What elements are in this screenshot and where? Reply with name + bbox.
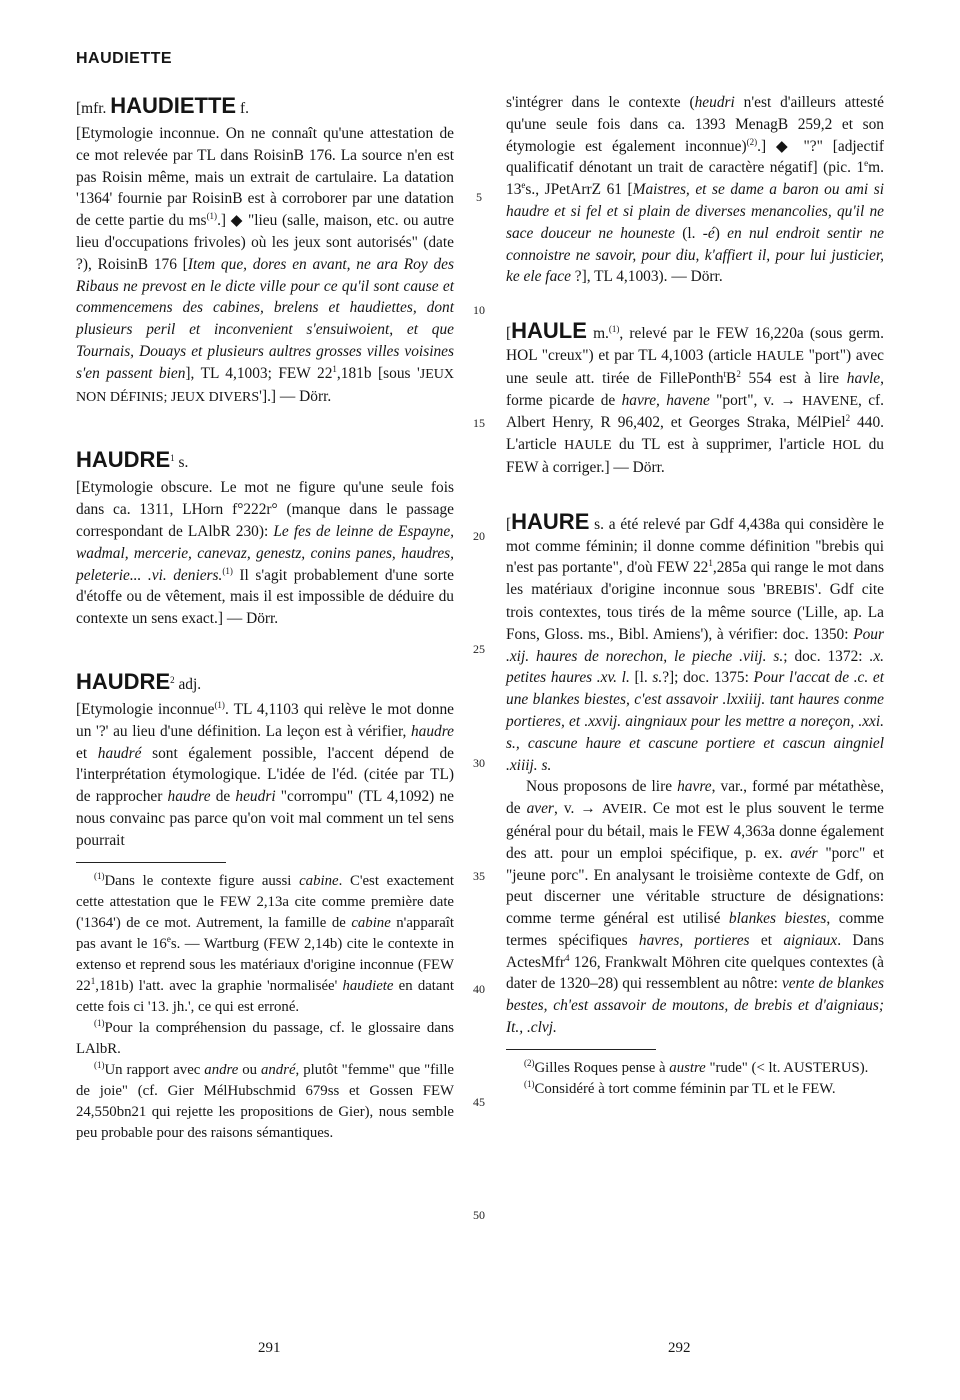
footnote: $^{(1)}$Dans le contexte figure aussi cabine. C'est exactement cette attestation que le FEW 2,13a cite comme première date ('1364') de ce mot. Autrement, la famille de cabine n'apparaît pas avant le 16es. — Wartburg (FEW 2,14b) cite le contexte in extenso et reprend sous les matériaux d'origine inconnue (FEW $22^1,181b$) l'att. avec la graphie 'normalisée' haudiete en datant cette fois ci '13. jh.', ce qui est erroné. — [76, 870, 454, 1015]
entry-haudre-1 — [76, 446, 454, 630]
line-number: 10 — [473, 303, 485, 317]
headword: HAUDIETTE — [110, 93, 237, 118]
line-number: 15 — [473, 416, 485, 430]
entry-haure — [506, 508, 885, 1039]
line-number: 20 — [473, 529, 485, 543]
entry-body: [HAULE m.$^{(1)}$, relevé par le FEW 16,220a (sous germ. HOL "creux") et par TL 4,1003 (article HAULE "port") avec une seule att. tirée de $FillePonth^tB^2$ 554 est à lire havle, forme picarde de havre, havene "port", v. → HAVENE, cf. Albert Henry, R 96,402, et Georges Straka, MélPiel$^2$ 440. L'article HAULE du TL est à supprimer, l'article HOL du FEW à corriger.] — Dörr. — [506, 318, 885, 476]
footnote-rule — [506, 1049, 656, 1050]
entry-haudiette — [76, 92, 454, 408]
footnote-rule — [76, 862, 226, 863]
headword: HAUDRE — [76, 668, 171, 694]
line-number: 50 — [473, 1208, 485, 1222]
line-number: 45 — [473, 1095, 485, 1109]
entry-body: [Etymologie obscure. Le mot ne figure qu'une seule fois dans ca. 1311, LHorn f°222r° (manque dans le passage correspondant de LAlbR 230): Le fes de leinne de Espayne, wadmal, mercerie, canevaz, genestz, conins panes, haudres, peleterie... .vi. deniers.$^{(1)}$ Il s'agit probablement d'une sorte d'étoffe ou de vêtement, mais il est impossible de déduire du contexte un sens exact.] — Dörr. — [76, 479, 454, 628]
entry-continuation: s'intégrer dans le contexte (heudri n'est d'ailleurs attesté qu'une seule fois dans ca. 1393 MenagB 259,2 et son étymologie est également inconnue)$^{(2)}$.] ◆ "?" [adjectif qualificatif dénotant un trait de caractère négatif] (pic. 1em. 13es., JPetArrZ 61 [Maistres, et se dame a baron ou ami si haudre et si fel et si plain de diverses menancolies, qu'il ne sace douceur ne houneste (l. -é) en nul endroit sentir ne connoistre ne savoir, pour diu, k'affiert il, pour lui justicier, ke ele face ?], TL 4,1003). — Dörr. — [506, 94, 885, 286]
entry-body: [HAURE s. a été relevé par Gdf 4,438a qui considère le mot comme féminin; il donne comme définition "brebis qui n'est pas portante", d'où FEW $22^1,285a$ qui range le mot dans les matériaux d'origine inconnue sous 'BREBIS'. Gdf cite trois contextes, tous tirés de la même source ('Lille, ap. La Fons, Gloss. ms., Bibl. Amiens'), à vérifier: doc. 1350: Pour .xij. haures de norechon, le pieche .viij. s.; doc. 1372: .x. petites haures .xv. l. [l. s.?]; doc. 1375: Pour l'accat de .c. et une blankes biestes, c'est assavoir .lxxiiij. tant haures conme portieres, et .xxvij. aingniaux pour les mettre a noreçon, .xxi. s., cascune haure et cascune portiere et cascun aingniel .xiiij. s. — [506, 508, 885, 774]
footnote: $^{(1)}$Pour la compréhension du passage, cf. le glossaire dans LAlbR. — [76, 1017, 454, 1057]
headword: HAURE — [511, 508, 590, 534]
running-head: HAUDIETTE — [76, 50, 173, 67]
footnote: $^{(1)}$Un rapport avec andre ou andré, plutôt "femme" que "fille de joie" (cf. Gier MélHubschmid 679ss et Gossen FEW 24,550bn21 qui rejette les propositions de Gier), nous semble peu probable pour des raisons sémantiques. — [76, 1059, 454, 1141]
line-number: 35 — [473, 869, 485, 883]
entry-paragraph: Nous proposons de lire havre, var., formé par métathèse, de aver, v. → AVEIR. Ce mot est le plus souvent le terme général pour du bétail, mais le FEW 4,363a donne également des att. pour un emploi spécifique, p. ex. avér "porc" et "jeune porc". En analysant le troisième contexte de Gdf, on peut discerner une véritable structure de désignations: comme terme général est utilisé blankes biestes, comme termes spécifiques havres, portieres et aigniaux. Dans ActesMfr$^4$ 126, Frankwalt Möhren cite quelques contextes (à dater de 1320–28) qui ressemblent au nôtre: vente de blankes bestes, ch'est assavoir de moutons, de brebis et d'aigniaus; It., .clvj. — [506, 778, 885, 1037]
headword: HAULE — [511, 318, 587, 344]
headword: HAUDRE — [76, 447, 171, 473]
page-number-right: 292 — [668, 1340, 691, 1356]
footnote: $^{(1)}$Considéré à tort comme féminin par TL et le FEW. — [524, 1078, 836, 1097]
entry-head: HAUDRE$^2$ adj. — [76, 668, 202, 694]
line-number: 5 — [476, 190, 482, 204]
right-column — [506, 92, 884, 1100]
footnote: $^{(2)}$Gilles Roques pense à austre "rude" (< lt. AUSTERUS). — [524, 1057, 869, 1076]
line-number: 30 — [473, 756, 485, 770]
line-number: 25 — [473, 642, 485, 656]
footnotes-right — [506, 1058, 884, 1100]
page-number-left: 291 — [258, 1340, 281, 1356]
entry-head: HAUDRE$^1$ s. — [76, 447, 189, 473]
line-number: 40 — [473, 982, 485, 996]
entry-body: [Etymologie inconnue$^{(1)}$. TL 4,1103 qui relève le mot donne un '?' au lieu d'une définition. La leçon est à vérifier, haudre et haudré sont également possible, l'accent dépend de l'interprétation étymologique. L'idée de l'éd. (citée par TL) de rapprocher haudre de heudri "corrompu" (TL 4,1092) ne nous convainc pas parce qu'on voit mal comment un tel sens pourrait — [76, 699, 454, 849]
entry-head: [mfr. HAUDIETTE f. — [76, 93, 249, 118]
entry-haule — [506, 320, 884, 479]
footnotes-left — [76, 871, 454, 1144]
entry-haudre-2 — [76, 668, 454, 852]
left-column — [76, 92, 454, 1144]
entry-body: [Etymologie inconnue. On ne connaît qu'une attestation de ce mot relevée par TL dans RoisinB 176. La source n'en est pas Roisin même, mais un extrait de cartulaire. La datation '1364' fournie par RoisinB est à corroborer par une datation de cette partie du $ms^{(1)}$.] ◆ "lieu (salle, maison, etc. ou autre lieu d'occupations frivoles) où les jeux sont autorisés" (date ?), RoisinB 176 [Item que, dores en avant, ne ara Roy des Ribaus ne prevost en le dicte ville pour ce qu'il sont cause et commencemens des cabines, brelens et haudiettes, dont plusieurs peril et inconvenient s'ensuiwoient, et que Tournais, Douays et plusieurs aultres grosses villes voisines s'en passent bien], TL 4,1003; FEW $22^1,181b$ [sous 'JEUX NON DÉFINIS; JEUX DIVERS'].] — Dörr. — [76, 125, 454, 405]
